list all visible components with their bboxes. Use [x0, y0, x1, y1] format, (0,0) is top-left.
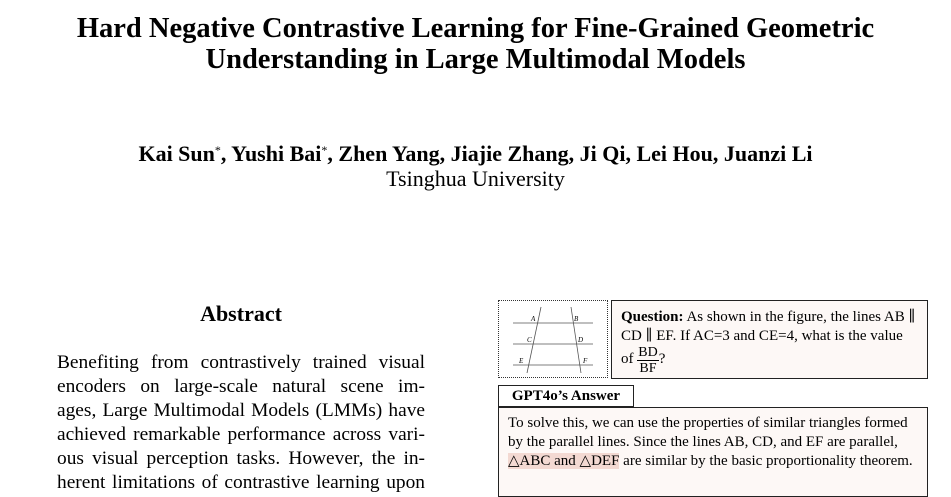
- abstract-line: ous visual perception tasks. However, the in-: [57, 448, 425, 469]
- title-line-2: Understanding in Large Multimodal Models: [205, 44, 746, 75]
- equal-contribution-mark: *: [321, 143, 328, 157]
- author-name: Ji Qi: [579, 141, 626, 166]
- paper-title: [0, 13, 951, 75]
- gpt4o-answer-label: GPT4o’s Answer: [498, 385, 634, 407]
- answer-text: To solve this, we can use the properties of similar triangles formed by the parallel lines. Since the lines AB, CD, and EF are parallel,: [508, 415, 908, 450]
- fraction-denominator: BF: [639, 361, 657, 376]
- fraction-bd-bf: [637, 345, 658, 376]
- author-name: Kai Sun: [138, 141, 215, 166]
- point-label-f: F: [583, 357, 588, 365]
- author-list: Kai Sun*, Yushi Bai*, Zhen Yang, Jiajie Zhang, Ji Qi, Lei Hou, Juanzi Li: [138, 141, 813, 166]
- title-line-1: Hard Negative Contrastive Learning for Fine-Grained Geometric: [76, 13, 875, 44]
- point-label-e: E: [519, 357, 524, 365]
- question-label: Question:: [621, 309, 684, 325]
- abstract-body: [57, 351, 425, 495]
- answer-box: [498, 407, 928, 497]
- question-end: ?: [658, 351, 666, 367]
- answer-text-cont: are similar by the basic proportionality theorem.: [619, 453, 913, 469]
- abstract-line: Benefiting from contrastively trained visual: [57, 352, 425, 373]
- abstract-line: herent limitations of contrastive learning upon: [57, 472, 425, 493]
- abstract-heading: Abstract: [200, 301, 282, 326]
- author-name: Yushi Bai: [231, 141, 322, 166]
- author-name: Jiajie Zhang: [450, 141, 569, 166]
- highlighted-error: △ABC and △DEF: [508, 453, 620, 469]
- geometry-diagram: [498, 300, 608, 378]
- parallel-lines-figure: [499, 301, 607, 377]
- point-label-c: C: [527, 336, 532, 344]
- abstract-line: ages, Large Multimodal Models (LMMs) have: [57, 400, 425, 421]
- point-label-a: A: [531, 315, 536, 323]
- affiliation: Tsinghua University: [386, 166, 565, 191]
- equal-contribution-mark: *: [214, 143, 221, 157]
- abstract-line: achieved remarkable performance across vari-: [57, 424, 425, 445]
- point-label-b: B: [574, 315, 579, 323]
- question-text: As shown in the figure, the lines AB ∥ CD ∥ EF. If AC=3 and CE=4, what is the value of: [621, 309, 916, 367]
- abstract-line: encoders on large-scale natural scene im-: [57, 376, 425, 397]
- question-box: [611, 300, 928, 379]
- author-name: Lei Hou: [636, 141, 713, 166]
- author-name: Juanzi Li: [723, 141, 813, 166]
- point-label-d: D: [578, 336, 584, 344]
- fraction-numerator: BD: [638, 345, 658, 360]
- author-name: Zhen Yang: [338, 141, 440, 166]
